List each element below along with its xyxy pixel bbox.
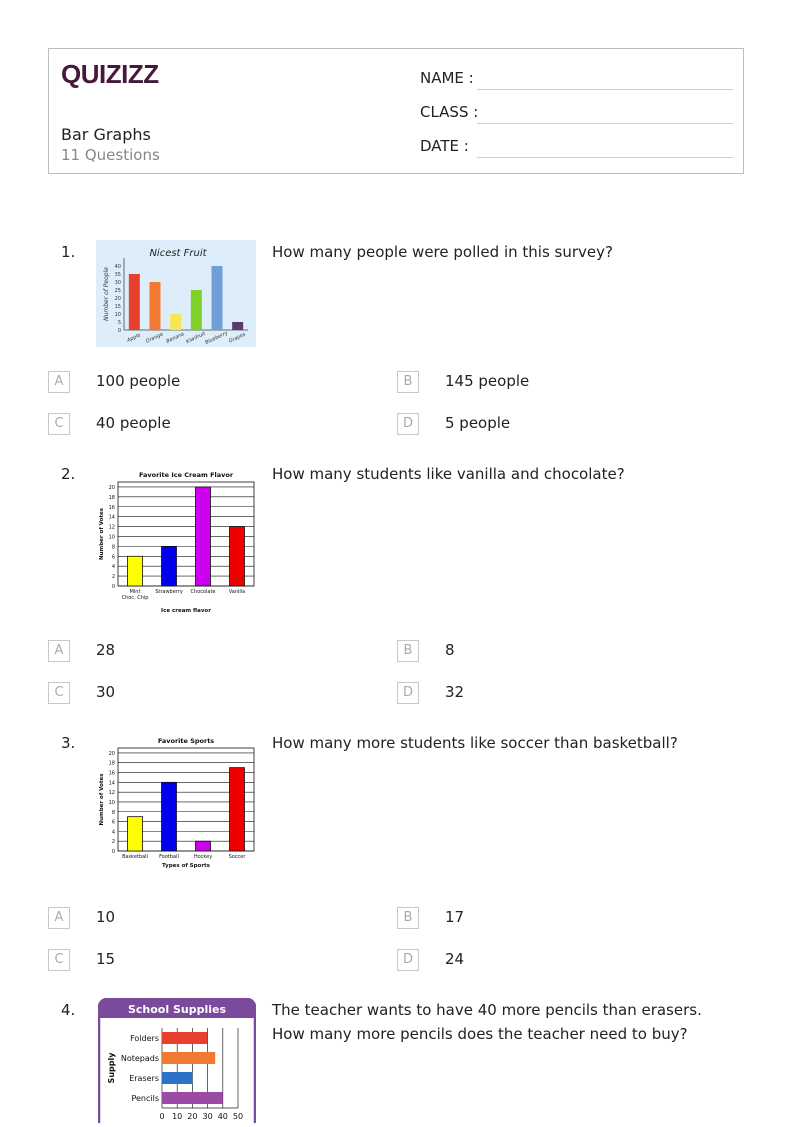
x-tick-label: Basketball (122, 854, 148, 860)
option-letter: D (397, 949, 419, 971)
question-2-chart (96, 462, 258, 620)
bar-kiwifruit (191, 290, 202, 330)
date-line[interactable] (477, 157, 733, 158)
option-letter: D (397, 413, 419, 435)
bar-basketball (128, 817, 143, 851)
y-tick-label: Notepads (120, 1054, 159, 1063)
option-letter: C (48, 949, 70, 971)
y-tick-label: 20 (108, 484, 115, 491)
option-letter: B (397, 640, 419, 662)
y-tick-label: 25 (114, 288, 121, 294)
option-text: 100 people (96, 372, 181, 390)
chart-title: Favorite Ice Cream Flavor (138, 471, 234, 479)
worksheet-title: Bar Graphs (61, 125, 151, 144)
x-tick-label: Hockey (193, 854, 213, 860)
y-tick-label: 15 (114, 304, 121, 310)
bar-pencils (162, 1092, 223, 1104)
ice-cream-chart (96, 462, 258, 616)
question-text: The teacher wants to have 40 more pencils than erasers. How many more pencils does the teacher need to buy? (272, 1001, 702, 1043)
x-tick-label: Kiwifruit (185, 331, 207, 346)
y-tick-label: 18 (108, 760, 115, 767)
y-tick-label: 10 (114, 312, 121, 318)
option-text: 17 (445, 908, 465, 926)
x-tick-label: 10 (172, 1112, 183, 1121)
y-tick-label: 6 (111, 554, 115, 561)
x-tick-label: Strawberry (155, 589, 183, 595)
bar-chocolate (196, 487, 211, 586)
question-count: 11 Questions (61, 146, 160, 164)
question-3-chart (96, 731, 258, 875)
option-text: 28 (96, 641, 116, 659)
y-tick-label: 8 (111, 544, 115, 551)
bar-vanilla (230, 527, 245, 586)
x-tick-label: Grapes (227, 331, 247, 345)
name-label: NAME : (420, 69, 474, 87)
x-tick-label: 0 (159, 1112, 165, 1121)
option-letter: B (397, 371, 419, 393)
chart-title: Favorite Sports (157, 737, 215, 745)
x-tick-label: Banana (165, 331, 186, 345)
bar-mint-choc-chip (128, 556, 143, 586)
x-tick-label: 50 (232, 1112, 244, 1121)
bar-notepads (162, 1052, 215, 1064)
option-text: 8 (445, 641, 455, 659)
y-tick-label: 20 (114, 296, 121, 302)
option-text: 40 people (96, 414, 171, 432)
question-number: 4. (61, 1001, 76, 1019)
bar-orange (150, 282, 161, 330)
bar-hockey (196, 841, 211, 851)
class-line[interactable] (477, 123, 733, 124)
y-tick-label: 14 (108, 514, 115, 521)
y-tick-label: 0 (117, 328, 121, 334)
bar-blueberry (212, 266, 223, 330)
x-tick-label: 20 (187, 1112, 198, 1121)
class-label: CLASS : (420, 103, 479, 121)
question-number: 3. (61, 734, 76, 752)
y-tick-label: 10 (108, 799, 115, 806)
y-axis-label: Number of People (103, 267, 110, 321)
bar-soccer (230, 768, 245, 851)
x-tick-label: Football (159, 854, 179, 860)
x-tick-label: Blueberry (204, 330, 229, 346)
x-tick-label: Choc. Chip (121, 595, 149, 601)
quizizz-logo: QUIZIZZ (61, 59, 159, 89)
bar-football (162, 782, 177, 851)
date-label: DATE : (420, 137, 469, 155)
y-tick-label: Folders (130, 1034, 159, 1043)
option-letter: A (48, 640, 70, 662)
chart-title: Nicest Fruit (149, 248, 207, 259)
bar-folders (162, 1032, 208, 1044)
question-4-chart (98, 998, 256, 1127)
x-tick-label: Chocolate (190, 589, 216, 595)
y-tick-label: 30 (114, 280, 121, 286)
x-axis-label: Ice cream flavor (161, 608, 211, 614)
y-axis-label: Supply (107, 1052, 116, 1084)
y-tick-label: 14 (108, 780, 115, 787)
x-tick-label: Mint (129, 589, 141, 595)
x-tick-label: Vanilla (228, 589, 246, 595)
y-tick-label: 4 (111, 829, 115, 836)
option-text: 32 (445, 683, 465, 701)
y-tick-label: 16 (108, 504, 115, 511)
bar-banana (170, 314, 181, 330)
option-letter: B (397, 907, 419, 929)
y-tick-label: 0 (111, 849, 115, 855)
y-tick-label: 12 (108, 790, 115, 797)
option-letter: C (48, 682, 70, 704)
option-letter: A (48, 907, 70, 929)
y-tick-label: 35 (114, 272, 121, 278)
y-tick-label: Pencils (131, 1094, 159, 1103)
chart-title: School Supplies (127, 1003, 227, 1016)
y-tick-label: 40 (114, 264, 121, 270)
option-letter: C (48, 413, 70, 435)
y-tick-label: 2 (111, 839, 115, 846)
question-1-chart (96, 240, 256, 351)
y-tick-label: 5 (117, 320, 121, 326)
y-tick-label: 8 (111, 809, 115, 816)
bar-apple (129, 274, 140, 330)
question-text: How many people were polled in this survey? (272, 243, 613, 261)
name-line[interactable] (477, 89, 733, 90)
x-tick-label: 30 (202, 1112, 213, 1121)
bar-strawberry (162, 546, 177, 586)
y-tick-label: 6 (111, 819, 115, 826)
x-tick-label: Soccer (228, 854, 246, 860)
y-axis-label: Number of Votes (99, 508, 105, 560)
option-letter: D (397, 682, 419, 704)
option-text: 5 people (445, 414, 511, 432)
question-number: 2. (61, 465, 76, 483)
question-text: How many students like vanilla and chocolate? (272, 465, 625, 483)
x-tick-label: Apple (126, 332, 142, 344)
option-letter: A (48, 371, 70, 393)
y-tick-label: Erasers (129, 1074, 159, 1083)
option-text: 10 (96, 908, 116, 926)
question-number: 1. (61, 243, 76, 261)
bar-erasers (162, 1072, 192, 1084)
y-axis-label: Number of Votes (99, 773, 105, 826)
school-supplies-chart (98, 998, 256, 1123)
sports-chart (96, 731, 258, 871)
y-tick-label: 16 (108, 770, 115, 777)
option-text: 15 (96, 950, 116, 968)
x-axis-label: Types of Sports (162, 863, 210, 869)
option-text: 145 people (445, 372, 530, 390)
y-tick-label: 2 (111, 574, 115, 581)
y-tick-label: 12 (108, 524, 115, 531)
option-text: 30 (96, 683, 116, 701)
option-text: 24 (445, 950, 465, 968)
y-tick-label: 4 (111, 564, 115, 571)
y-tick-label: 10 (108, 534, 115, 541)
nicest-fruit-chart (96, 240, 256, 347)
y-tick-label: 20 (108, 750, 115, 757)
y-tick-label: 0 (111, 584, 115, 590)
x-tick-label: 40 (217, 1112, 228, 1121)
worksheet-header (48, 48, 744, 174)
question-text: How many more students like soccer than basketball? (272, 734, 678, 752)
y-tick-label: 18 (108, 494, 115, 501)
x-tick-label: Orange (144, 331, 165, 345)
bar-grapes (232, 322, 243, 330)
